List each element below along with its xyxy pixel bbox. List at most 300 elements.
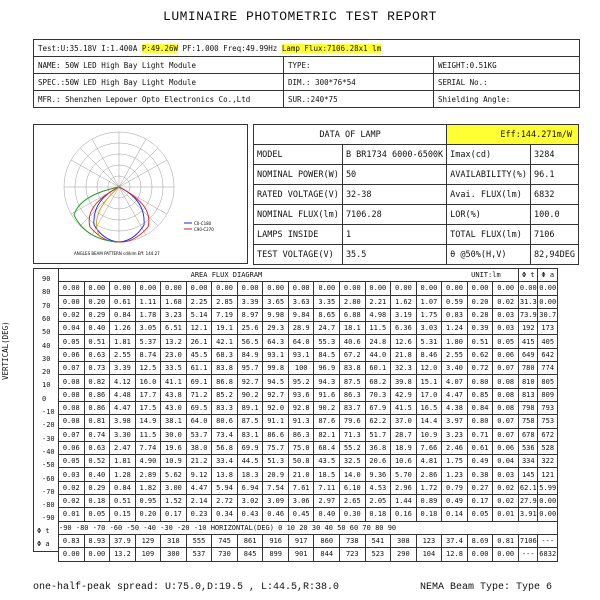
flux-cell: 0.00	[538, 495, 558, 508]
flux-cell: 67.2	[340, 348, 366, 361]
flux-cell: 0.00	[391, 282, 417, 295]
flux-cell: 0.38	[467, 468, 493, 481]
flux-cell: 14.9	[135, 415, 161, 428]
flux-cell: 0.81	[84, 415, 110, 428]
flux-cell: 1.80	[442, 335, 468, 348]
flux-cell: 18.9	[391, 441, 417, 454]
flux-cell: 6.94	[237, 481, 263, 494]
flux-cell: 31.3	[519, 295, 538, 308]
flux-cell: 99.8	[263, 362, 289, 375]
flux-cell: 0.06	[493, 441, 519, 454]
flux-cell: 0.00	[135, 282, 161, 295]
flux-cell: 83.8	[340, 362, 366, 375]
flux-cell: 0.07	[493, 428, 519, 441]
flux-cell: 678	[519, 428, 538, 441]
flux-cell: 0.29	[84, 308, 110, 321]
flux-cell: 3.05	[135, 322, 161, 335]
flux-cell: 0.00	[538, 282, 558, 295]
flux-cell: 86.3	[288, 428, 314, 441]
lamp-value: 96.1	[531, 165, 579, 185]
flux-cell: 1.75	[442, 455, 468, 468]
flux-cell: 173	[538, 322, 558, 335]
flux-cell: 0.00	[314, 282, 340, 295]
flux-cell: 5.14	[186, 308, 212, 321]
flux-cell: 0.17	[161, 508, 187, 521]
flux-cell: 0.08	[493, 401, 519, 414]
flux-cell: 7.61	[288, 481, 314, 494]
flux-cell: 93.1	[288, 348, 314, 361]
flux-cell: 64.0	[288, 335, 314, 348]
vertical-tick: 60	[42, 314, 51, 323]
flux-cell: 1.72	[416, 481, 442, 494]
flux-diagram-title	[59, 269, 519, 282]
lamp-label: Avai. FLUX(lm)	[447, 185, 531, 205]
flux-cell: 0.61	[110, 295, 136, 308]
flux-cell: 4.48	[110, 388, 136, 401]
flux-sum-cell: 844	[314, 548, 340, 561]
flux-cell: 0.01	[59, 508, 85, 521]
flux-cell: 40.6	[340, 335, 366, 348]
flux-cell: 0.08	[59, 388, 85, 401]
lamp-label: LAMPS INSIDE	[254, 225, 343, 245]
flux-cell: 55.2	[340, 441, 366, 454]
flux-cell: 0.06	[59, 348, 85, 361]
flux-cell: 3.39	[237, 295, 263, 308]
flux-cell: 9.12	[186, 468, 212, 481]
flux-sum-cell: 37.4	[442, 534, 468, 547]
flux-cell: 1.81	[110, 455, 136, 468]
flux-cell: 0.63	[84, 441, 110, 454]
flux-cell: 3.00	[161, 481, 187, 494]
flux-cell: 334	[519, 455, 538, 468]
lamp-value: 7106	[531, 225, 579, 245]
phi-a-row	[59, 548, 558, 561]
flux-cell: 415	[519, 335, 538, 348]
flux-cell: 36.8	[365, 441, 391, 454]
lamp-row	[254, 225, 579, 245]
flux-cell: 322	[538, 455, 558, 468]
lamp-label: NOMINAL POWER(W)	[254, 165, 343, 185]
flux-cell: 0.08	[493, 388, 519, 401]
lamp-row	[254, 165, 579, 185]
flux-cell: 0.84	[110, 308, 136, 321]
flux-sum-cell: 0.00	[467, 548, 493, 561]
flux-cell: 17.7	[135, 388, 161, 401]
flux-cell: 24.7	[314, 322, 340, 335]
report-title: LUMINAIRE PHOTOMETRIC TEST REPORT	[163, 9, 437, 24]
lamp-row	[254, 205, 579, 225]
flux-cell: 4.47	[186, 481, 212, 494]
flux-sum-cell: 0.81	[493, 534, 519, 547]
flux-cell: 0.00	[263, 282, 289, 295]
lamp-value: 50	[342, 165, 446, 185]
flux-cell: 5.99	[538, 481, 558, 494]
flux-cell: 0.04	[59, 322, 85, 335]
flux-cell: 2.21	[365, 295, 391, 308]
serial-cell: SERIAL No.:	[434, 74, 580, 91]
flux-cell: 2.86	[416, 468, 442, 481]
vertical-tick: 70	[42, 301, 51, 310]
flux-cell: 85.2	[212, 388, 238, 401]
flux-cell: 2.72	[212, 495, 238, 508]
lamp-value: B BR1734 6000-6500K	[342, 145, 446, 165]
flux-sum-cell: 541	[365, 534, 391, 547]
flux-cell: 82.1	[314, 428, 340, 441]
flux-cell: 21.2	[186, 455, 212, 468]
flux-cell: 100	[288, 362, 314, 375]
flux-cell: 3.23	[442, 428, 468, 441]
flux-cell: 0.00	[237, 282, 263, 295]
flux-cell: 12.6	[391, 335, 417, 348]
vertical-tick: 0	[42, 394, 47, 403]
test-pf-freq: PF:1.000 Freq:49.99Hz	[177, 43, 282, 53]
flux-cell: 0.15	[110, 508, 136, 521]
flux-cell: 20.9	[263, 468, 289, 481]
flux-cell: 0.29	[84, 481, 110, 494]
flux-sum-cell: 8.69	[467, 534, 493, 547]
flux-cell: 7.11	[314, 481, 340, 494]
flux-cell: 92.7	[263, 388, 289, 401]
flux-cell: 91.6	[314, 388, 340, 401]
lamp-label: RATED VOLTAGE(V)	[254, 185, 343, 205]
flux-cell: 0.05	[467, 508, 493, 521]
flux-cell: 43.8	[161, 388, 187, 401]
horizontal-axis: -90 -80 -70 -60 -50 -40 -30 -20 -10 HORIZONTAL(DEG) 0 10 20 30 40 50 60 70 80 90	[59, 521, 558, 534]
flux-cell: 0.02	[59, 495, 85, 508]
flux-sum-cell: 109	[135, 548, 161, 561]
lamp-row	[254, 145, 579, 165]
lamp-label: Imax(cd)	[447, 145, 531, 165]
flux-cell: 30.0	[161, 428, 187, 441]
flux-cell: 5.94	[212, 481, 238, 494]
flux-cell: 91.1	[263, 415, 289, 428]
flux-cell: 0.07	[493, 415, 519, 428]
sur-cell: SUR.:240*75	[284, 91, 434, 108]
flux-cell: 0.02	[59, 308, 85, 321]
lamp-row	[254, 185, 579, 205]
flux-cell: 87.6	[314, 415, 340, 428]
flux-sum-cell: 916	[263, 534, 289, 547]
flux-sum-cell: 123	[416, 534, 442, 547]
flux-cell: 10.6	[391, 455, 417, 468]
flux-cell: 3.65	[263, 295, 289, 308]
flux-cell: 3.91	[519, 508, 538, 521]
flux-cell: 649	[519, 348, 538, 361]
flux-cell: 67.9	[365, 401, 391, 414]
lamp-value: 82,94DEG	[531, 245, 579, 265]
flux-cell: 0.02	[493, 295, 519, 308]
lamp-value: 6832	[531, 185, 579, 205]
flux-sum-cell: 555	[186, 534, 212, 547]
flux-cell: 0.08	[493, 375, 519, 388]
vertical-tick: 20	[42, 368, 51, 377]
flux-cell: 21.0	[288, 468, 314, 481]
flux-cell: 3.02	[237, 495, 263, 508]
flux-cell: 805	[538, 375, 558, 388]
flux-cell: 642	[538, 348, 558, 361]
flux-cell: 1.07	[416, 295, 442, 308]
flux-cell: 2.05	[365, 495, 391, 508]
flux-cell: 0.14	[442, 508, 468, 521]
flux-cell: 1.44	[391, 495, 417, 508]
flux-cell: 68.2	[365, 375, 391, 388]
flux-cell: 809	[538, 388, 558, 401]
flux-cell: 2.14	[186, 495, 212, 508]
lamp-label: NOMINAL FLUX(lm)	[254, 205, 343, 225]
vertical-tick: -80	[42, 501, 55, 510]
flux-sum-cell: 129	[135, 534, 161, 547]
flux-cell: 0.85	[467, 388, 493, 401]
flux-cell: 73.9	[519, 308, 538, 321]
flux-cell: 51.7	[365, 428, 391, 441]
flux-cell: 71.3	[340, 428, 366, 441]
flux-sum-cell: 845	[237, 548, 263, 561]
flux-cell: 53.7	[186, 428, 212, 441]
info-table	[33, 39, 580, 108]
flux-cell: 0.83	[442, 308, 468, 321]
flux-cell: 0.00	[110, 282, 136, 295]
flux-cell: 0.40	[84, 322, 110, 335]
flux-cell: 0.00	[186, 282, 212, 295]
flux-cell: 3.98	[110, 415, 136, 428]
flux-sum-cell: 860	[314, 534, 340, 547]
name-cell: NAME: 50W LED High Bay Light Module	[34, 57, 284, 74]
lamp-value: 1	[342, 225, 446, 245]
flux-cell: 0.01	[493, 508, 519, 521]
flux-cell: 41.1	[161, 375, 187, 388]
flux-cell: 75.0	[288, 441, 314, 454]
flux-cell: 3.35	[314, 295, 340, 308]
flux-cell: 0.05	[84, 508, 110, 521]
flux-cell: 32.3	[391, 362, 417, 375]
flux-cell: 0.51	[467, 335, 493, 348]
flux-sum-cell: 12.8	[442, 548, 468, 561]
flux-cell: 7.66	[416, 441, 442, 454]
flux-cell: 0.02	[493, 495, 519, 508]
flux-cell: 405	[538, 335, 558, 348]
flux-cell: 0.72	[467, 362, 493, 375]
flux-cell: 0.00	[467, 282, 493, 295]
flux-cell: 6.88	[340, 308, 366, 321]
flux-cell: 0.00	[538, 508, 558, 521]
lamp-value: 100.0	[531, 205, 579, 225]
flux-sum-cell: 901	[288, 548, 314, 561]
vertical-tick: -50	[42, 461, 55, 470]
flux-cell: 0.00	[538, 295, 558, 308]
flux-cell: 0.00	[59, 282, 85, 295]
flux-cell: 19.6	[161, 441, 187, 454]
weight-cell: WEIGHT:0.51KG	[434, 57, 580, 74]
flux-cell: 0.16	[391, 508, 417, 521]
flux-cell: 92.8	[288, 401, 314, 414]
flux-cell: 6.10	[340, 481, 366, 494]
flux-row	[59, 375, 558, 388]
flux-cell: 5.31	[416, 335, 442, 348]
flux-cell: 1.75	[416, 308, 442, 321]
half-peak-spread: one-half-peak spread: U:75.0,D:19.5 , L:44.5,R:38.0	[33, 582, 340, 593]
flux-cell: 0.07	[59, 428, 85, 441]
dim-cell: DIM.: 300*76*54	[284, 74, 434, 91]
flux-cell: 0.20	[84, 295, 110, 308]
flux-sum-cell: 300	[161, 548, 187, 561]
polar-legend-1: C0-C180	[194, 221, 212, 226]
flux-cell: 536	[519, 441, 538, 454]
flux-cell: 0.71	[467, 428, 493, 441]
flux-cell: 2.97	[314, 495, 340, 508]
flux-sum-cell: 0.00	[59, 548, 85, 561]
horizontal-axis-row	[59, 521, 558, 534]
nema-beam-type: NEMA Beam Type: Type 6	[420, 582, 553, 593]
flux-cell: 780	[519, 362, 538, 375]
flux-sum-cell: 104	[416, 548, 442, 561]
flux-cell: 14.0	[340, 468, 366, 481]
flux-cell: 145	[519, 468, 538, 481]
flux-cell: 1.78	[135, 308, 161, 321]
flux-cell: 0.74	[84, 428, 110, 441]
flux-cell: 3.19	[391, 308, 417, 321]
flux-cell: 2.47	[110, 441, 136, 454]
flux-cell: 3.03	[416, 322, 442, 335]
flux-cell: 0.89	[416, 495, 442, 508]
flux-unit: UNIT:lm	[471, 271, 501, 280]
flux-cell: 9.36	[365, 468, 391, 481]
flux-sum-cell: 318	[161, 534, 187, 547]
vertical-tick: -40	[42, 447, 55, 456]
flux-cell: 0.40	[84, 468, 110, 481]
flux-row	[59, 282, 558, 295]
flux-cell: 0.80	[467, 375, 493, 388]
flux-cell: 0.80	[467, 415, 493, 428]
flux-cell: 528	[538, 441, 558, 454]
lamp-value: 7106.28	[342, 205, 446, 225]
flux-cell: 1.52	[161, 495, 187, 508]
flux-cell: 44.5	[237, 455, 263, 468]
flux-cell: 84.9	[237, 348, 263, 361]
flux-cell: 16.5	[416, 401, 442, 414]
test-line	[34, 40, 580, 57]
vertical-tick: -60	[42, 474, 55, 483]
lamp-data-header: DATA OF LAMP	[254, 125, 447, 145]
flux-row	[59, 308, 558, 321]
flux-cell: 0.84	[110, 481, 136, 494]
flux-cell: 12.0	[416, 362, 442, 375]
flux-sum-cell: 8.93	[84, 534, 110, 547]
flux-cell: 0.00	[84, 282, 110, 295]
flux-cell: 2.85	[212, 295, 238, 308]
flux-sum-cell: 723	[340, 548, 366, 561]
flux-sum-cell: 13.2	[110, 548, 136, 561]
flux-cell: 6.36	[391, 322, 417, 335]
flux-sum-cell: 730	[212, 548, 238, 561]
phi-t-label: Φ t	[37, 527, 50, 535]
flux-cell: 42.9	[391, 388, 417, 401]
flux-cell: 8.46	[416, 348, 442, 361]
flux-cell: 0.86	[84, 388, 110, 401]
flux-cell: 4.90	[135, 455, 161, 468]
flux-cell: 0.06	[59, 441, 85, 454]
flux-cell: 0.00	[59, 295, 85, 308]
flux-cell: 27.9	[519, 495, 538, 508]
flux-cell: 0.03	[493, 322, 519, 335]
flux-cell: 61.1	[186, 362, 212, 375]
flux-cell: 38.0	[186, 441, 212, 454]
flux-cell: 6.51	[161, 322, 187, 335]
flux-cell: 69.1	[186, 375, 212, 388]
flux-cell: 672	[538, 428, 558, 441]
lamp-data-table	[253, 124, 579, 265]
vertical-tick: -70	[42, 487, 55, 496]
flux-cell: 51.3	[263, 455, 289, 468]
flux-cell: 12.5	[135, 362, 161, 375]
flux-cell: 2.55	[442, 348, 468, 361]
flux-cell: 96.9	[314, 362, 340, 375]
flux-title-text: AREA FLUX DIAGRAM	[190, 271, 263, 280]
flux-cell: 0.39	[467, 322, 493, 335]
flux-cell: 1.28	[110, 468, 136, 481]
flux-cell: 95.2	[288, 375, 314, 388]
flux-cell: 28.9	[288, 322, 314, 335]
flux-cell: 33.5	[161, 362, 187, 375]
flux-cell: 83.8	[212, 362, 238, 375]
flux-row	[59, 362, 558, 375]
flux-cell: 68.4	[314, 441, 340, 454]
flux-row	[59, 428, 558, 441]
flux-cell: 1.23	[442, 468, 468, 481]
flux-cell: 758	[519, 415, 538, 428]
flux-cell: 11.5	[135, 428, 161, 441]
flux-cell: 38.1	[161, 415, 187, 428]
flux-cell: 0.34	[212, 508, 238, 521]
flux-cell: 0.03	[59, 468, 85, 481]
polar-diagram	[33, 124, 248, 264]
polar-legend-2: C90-C270	[194, 227, 214, 232]
flux-cell: 83.1	[237, 428, 263, 441]
flux-cell: 8.74	[135, 348, 161, 361]
flux-cell: 7.19	[212, 308, 238, 321]
lamp-label: TOTAL FLUX(lm)	[447, 225, 531, 245]
flux-row	[59, 455, 558, 468]
flux-cell: 17.5	[135, 401, 161, 414]
flux-cell: 0.51	[84, 335, 110, 348]
flux-cell: 1.81	[110, 335, 136, 348]
flux-cell: 753	[538, 415, 558, 428]
flux-row	[59, 481, 558, 494]
flux-cell: 3.97	[442, 415, 468, 428]
flux-cell: 56.5	[237, 335, 263, 348]
flux-cell: 3.09	[263, 495, 289, 508]
flux-cell: 87.5	[237, 415, 263, 428]
flux-cell: 0.00	[288, 282, 314, 295]
flux-cell: 64.0	[186, 415, 212, 428]
flux-cell: 2.80	[340, 295, 366, 308]
flux-cell: 80.6	[212, 415, 238, 428]
flux-cell: 42.1	[212, 335, 238, 348]
flux-cell: 71.2	[186, 388, 212, 401]
flux-cell: 83.3	[212, 401, 238, 414]
flux-cell: 0.00	[416, 282, 442, 295]
flux-cell: 2.25	[186, 295, 212, 308]
flux-sum-cell: 537	[186, 548, 212, 561]
flux-cell: 93.6	[288, 388, 314, 401]
flux-cell: 0.06	[493, 348, 519, 361]
flux-cell: 192	[519, 322, 538, 335]
flux-cell: 30.7	[538, 308, 558, 321]
flux-cell: 11.5	[365, 322, 391, 335]
vertical-axis-title: VERTICAL(DEG)	[1, 321, 10, 380]
flux-cell: 84.5	[314, 348, 340, 361]
flux-cell: 0.00	[365, 282, 391, 295]
flux-cell: 4.53	[365, 481, 391, 494]
